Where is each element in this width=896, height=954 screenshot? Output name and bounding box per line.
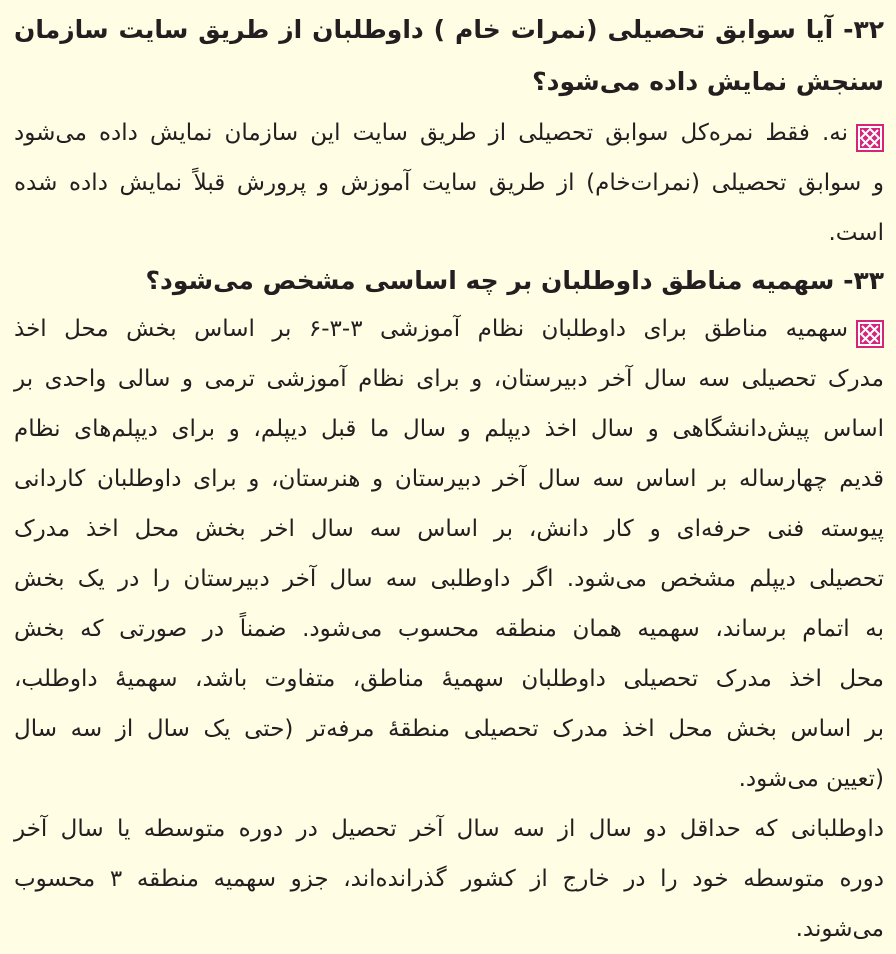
question-title: ۳۲- آیا سوابق تحصیلی (نمرات خام ) داوطلبان از طریق سایت سازمان: [14, 15, 884, 44]
answer-line: [14, 108, 884, 158]
answer-line: می‌شوند.: [795, 916, 884, 942]
question-title: ۳۳- سهمیه مناطق داوطلبان بر چه اساسی مشخص می‌شود؟: [145, 266, 884, 295]
answer-line: اساس پیش‌دانشگاهی و سال اخذ دیپلم و سال ما قبل دیپلم، و برای دیپلم‌های نظام: [14, 416, 884, 442]
question-32: [14, 4, 884, 258]
question-title: سنجش نمایش داده می‌شود؟: [532, 67, 884, 96]
answer-mark-icon: [856, 120, 884, 148]
answer-line: مدرک تحصیلی سه سال آخر دبیرستان، و برای نظام آموزشی ترمی و سالی واحدی بر: [14, 366, 884, 392]
answer-line: بر اساس بخش محل اخذ مدرک تحصیلی منطقهٔ مرفه‌تر (حتی یک سال از سه سال: [14, 716, 884, 742]
answer-text: نه. فقط نمره‌کل سوابق تحصیلی از طریق سایت این سازمان نمایش داده می‌شود: [14, 120, 848, 146]
answer-line: و سوابق تحصیلی (نمرات‌خام) از طریق سایت آموزش و پرورش قبلاً نمایش داده شده: [14, 170, 884, 196]
answer-line: [14, 304, 884, 354]
answer-line: داوطلبانی که حداقل دو سال از سه سال آخر تحصیل در دوره متوسطه یا سال آخر: [14, 816, 884, 842]
answer-mark-icon: [856, 316, 884, 344]
answer-line: دوره متوسطه خود را در خارج از کشور گذرانده‌اند، جزو سهمیه منطقه ۳ محسوب: [14, 866, 884, 892]
question-33: [14, 258, 884, 954]
answer-line: پیوسته فنی حرفه‌ای و کار دانش، بر اساس سه سال اخر بخش محل اخذ مدرک: [14, 516, 884, 542]
answer-line: قدیم چهارساله بر اساس سه سال آخر دبیرستان و هنرستان، و برای داوطلبان کاردانی: [14, 466, 884, 492]
answer-line: تحصیلی دیپلم مشخص می‌شود. اگر داوطلبی سه سال آخر دبیرستان را در یک بخش: [14, 566, 884, 592]
answer-line: به اتمام برساند، سهمیه همان منطقه محسوب می‌شود. ضمناً در صورتی که بخش: [14, 616, 884, 642]
answer-line: محل اخذ مدرک تحصیلی داوطلبان سهمیهٔ مناطق، متفاوت باشد، سهمیهٔ داوطلب،: [14, 666, 884, 692]
answer-line: است.: [828, 220, 884, 246]
answer-text: سهمیه مناطق برای داوطلبان نظام آموزشی ۳-۳-۶ بر اساس بخش محل اخذ: [14, 316, 849, 342]
answer-line: (تعیین می‌شود.: [738, 766, 884, 792]
